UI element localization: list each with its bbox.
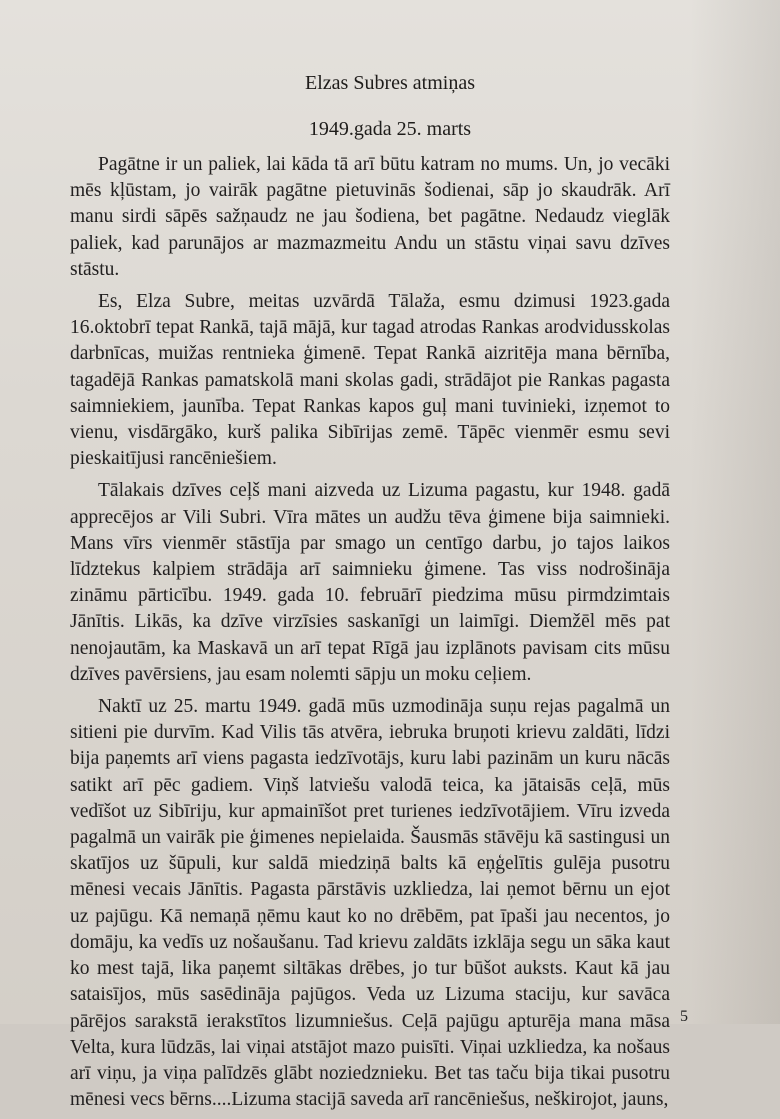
paragraph: Es, Elza Subre, meitas uzvārdā Tālaža, esmu dzimusi 1923.gada 16.oktobrī tepat Rankā, tajā mājā, kur tagad atrodas Rankas arodvidusskolas darbnīcas, muižas rentnieka ģimenē. Tepat Rankā aizritēja mana bērnība, tagadējā Rankas pamatskolā mani skolas gadi, strādājot pie Rankas pagasta saimniekiem, jaunība. Tepat Rankas kapos guļ mani tuvinieki, izņemot to vienu, visdārgāko, kurš palika Sibīrijas zemē. Tāpēc vienmēr esmu sevi pieskaitījusi rancēniešiem. bbox=[70, 291, 670, 470]
page-shadow bbox=[690, 0, 780, 1024]
document-title: Elzas Subres atmiņas bbox=[305, 72, 475, 94]
document-date: 1949.gada 25. marts bbox=[308, 118, 472, 140]
document-body bbox=[70, 152, 670, 1119]
page-number: 5 bbox=[680, 1008, 688, 1025]
paragraph: Pagātne ir un paliek, lai kāda tā arī būtu katram no mums. Un, jo vecāki mēs kļūstam, jo vairāk pagātne pietuvinās šodienai, sāp jo skaudrāk. Arī manu sirdi sāpēs sažņaudz ne jau šodiena, bet pagātne. Nedaudz vieglāk paliek, kad parunājos ar mazmazmeitu Andu un stāstu viņai savu dzīves stāstu. bbox=[70, 154, 670, 280]
paragraph: Naktī uz 25. martu 1949. gadā mūs uzmodināja suņu rejas pagalmā un sitieni pie durvīm. Kad Vilis tās atvēra, iebruka bruņoti krievu zaldāti, līdzi bija paņemts arī viens pagasta iedzīvotājs, kuru labi pazinām un kuru nācās satikt arī pēc gadiem. Viņš latviešu valodā teica, ka jātaisās ceļā, mūs vedīšot uz Sibīriju, kur apmainīšot pret turienes iedzīvotājiem. Vīru izveda pagalmā un vairāk pie ģimenes nepielaida. Šausmās stāvēju kā sastingusi un skatījos uz šūpuli, kur saldā miedziņā balts kā eņģelītis gulēja pusotru mēnesi vecais Jānītis. Pagasta pārstāvis uzkliedza, lai ņemot bērnu un ejot uz pajūgu. Kā nemaņā ņēmu kaut ko no drēbēm, pat īpaši jau necentos, jo domāju, ka vedīs uz nošaušanu. Tad krievu zaldāts izklāja segu un sāka kaut ko mest tajā, lika paņemt siltākas drēbes, jo tur būšot auksts. Kaut kā jau sataisījos, mūs sasēdināja pajūgos. Veda uz Lizuma staciju, kur savāca pārējos sarakstā ierakstītos lizumniešus. Ceļā pajūgu apturēja mana māsa Velta, kura lūdzās, lai viņai atstājot mazo puisīti. Viņai uzkliedza, ka nošaus arī viņu, ja viņa palīdzēs glābt noziedznieku. Bet tas taču bija tikai pusotru mēnesi vecs bērns....Lizuma stacijā saveda arī rancēniešus, neškirojot, jauns, bbox=[70, 696, 670, 1111]
paragraph: Tālakais dzīves ceļš mani aizveda uz Lizuma pagastu, kur 1948. gadā apprecējos ar Vili Subri. Vīra mātes un audžu tēva ģimene bija saimnieki. Mans vīrs vienmēr stāstīja par smago un centīgo darbu, jo tajos laikos līdztekus kalpiem strādāja arī saimnieku ģimene. Tas viss nodrošināja zināmu pārticību. 1949. gada 10. februārī piedzima mūsu pirmdzimtais Jānītis. Likās, ka dzīve virzīsies saskanīgi un laimīgi. Diemžēl mēs pat nenojautām, ka Maskavā un arī tepat Rīgā jau izplānots pavisam cits mūsu dzīves pavērsiens, jau esam nolemti sāpju un moku ceļiem. bbox=[70, 480, 670, 685]
